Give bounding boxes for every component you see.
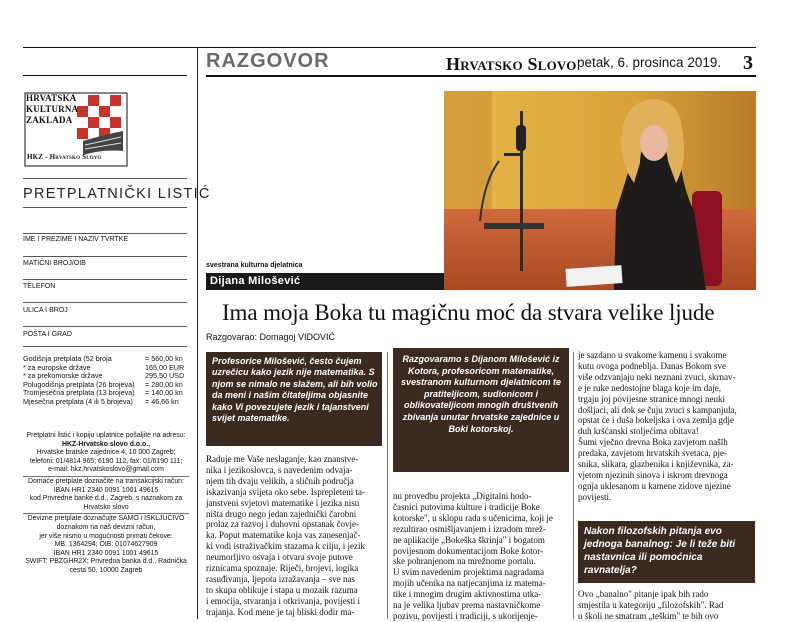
body-line: U svim navedenim projektima nagradama bbox=[393, 567, 544, 578]
body-line: više odzvanjaju neki neznani zvuci, skrnav- bbox=[578, 371, 736, 382]
price-row bbox=[23, 397, 187, 406]
body-line: janstveni svjetovi matematike i jezika nisu bbox=[206, 497, 360, 508]
price-value: 295,50 USD bbox=[145, 371, 185, 381]
body-line: rasuđivanja, ljepota izražavanja – sve nas bbox=[206, 573, 355, 584]
price-row bbox=[23, 380, 187, 389]
body-line: prolaz za razvoj i duhovni opstanak čovje- bbox=[206, 519, 359, 530]
body-line: povijesnom dokumentacijom Boke kotor- bbox=[393, 545, 544, 556]
note-line: e-mail: hkz.hrvatskoslovo@gmail.com bbox=[48, 466, 164, 474]
body-line: ka. Poput matematike koja vas zanesenjač- bbox=[206, 530, 361, 541]
section-label: RAZGOVOR bbox=[206, 50, 330, 72]
body-line: pozivu, povijesti i tradiciji, s ukorijenje- bbox=[393, 610, 538, 621]
logo-line-4: HKZ - Hrvatsko Slovo bbox=[27, 153, 102, 161]
note-line: SWIFT: PBZGHR2X; Privredna banka d.d., Radnička bbox=[25, 558, 187, 566]
note-line: jer više nismo u mogućnosti primati čekove: bbox=[39, 532, 173, 540]
price-label: Polugodišnja pretplata (26 brojeva) bbox=[23, 379, 135, 389]
interview-photo bbox=[444, 91, 756, 290]
body-line: ognja uklesanom u kamene zidove njezine bbox=[578, 480, 731, 491]
lead-text: Razgovaramo s Dijanom Milošević iz Kotora, profesoricom matematike, svestranom kulturnom djelatnicom te pratiteljicom, sudionicom i oblikovateljicom mnogih društvenih zbivanja unutar hrvatske zajednice u Boki kotorskoj. bbox=[400, 354, 562, 434]
question-text-2: Nakon filozofskih pitanja evo jednoga banalnog: Je li teže biti nastavnica ili pomoćnica ravnatelja? bbox=[584, 526, 736, 576]
body-line: ki vodi istraživačkim stazama k cilju, i jezik bbox=[206, 541, 365, 552]
body-column-1 bbox=[206, 454, 382, 618]
issue-date: petak, 6. prosinca 2019. bbox=[577, 55, 722, 70]
body-line: riznicama spoznaje. Riječi, brojevi, logika bbox=[206, 563, 359, 574]
field-name-label: IME I PREZIME I NAZIV TVRTKE bbox=[23, 236, 129, 243]
body-line: snika, slikara, glazbenika i književnika, za- bbox=[578, 459, 734, 470]
body-line: duh kršćanski stoljećima obitava! bbox=[578, 426, 699, 437]
note-line: Domaće pretplate doznačite na transakcijski račun: bbox=[28, 477, 184, 485]
interviewee-name: Dijana Milošević bbox=[210, 275, 301, 287]
logo-line-3: ZAKLADA bbox=[26, 115, 73, 125]
body-line: iskazivanja svijeta oko sebe. Isprepleteni ta- bbox=[206, 486, 365, 497]
price-row bbox=[23, 371, 187, 380]
field-oib-label: MATIČNI BROJ/OIB bbox=[23, 260, 86, 267]
body-line: došljaci, ali dok se čuju zvuci s kampanjula, bbox=[578, 404, 737, 415]
note-line: kod Privredne banke d.d., Zagreb, s naznakom za bbox=[29, 495, 183, 503]
body-line: tike i mnogim drugim aktivnostima utka- bbox=[393, 589, 542, 600]
body-line: kotorske", u sklopu rada s učenicima, koji je bbox=[393, 512, 553, 523]
subscription-title-rule bbox=[23, 207, 187, 208]
header-divider bbox=[197, 47, 198, 619]
body-line: ske pohranjenom na mrežnome portalu. bbox=[393, 556, 536, 567]
lead-box bbox=[393, 348, 569, 472]
column-rule bbox=[573, 352, 574, 619]
body-line: ništa drugo nego jedan zajednički čarobni bbox=[206, 508, 357, 519]
body-line: ne aplikacije „Bokeška škrinja" i bogatom bbox=[393, 534, 545, 545]
question-box bbox=[206, 352, 382, 446]
body-line: neumorljivo osvaja i otvara svoje putove bbox=[206, 552, 353, 563]
body-line: na je velika ljubav prema nastavničkome bbox=[393, 600, 541, 611]
header-bottom-rule bbox=[206, 75, 756, 77]
body-line: nu provedbu projekta „Digitalni hodo- bbox=[393, 491, 532, 501]
note-line: Devizne pretplate doznačujte SAMO i ISKLJUČIVO bbox=[27, 515, 185, 523]
body-line: u školi ne smatram „teškim" te bih ovo bbox=[578, 610, 719, 621]
field-line bbox=[23, 233, 187, 234]
body-line: mojih učenika na natjecanjima iz matema- bbox=[393, 578, 546, 589]
body-line: kutu ovoga podneblja. Danas Bokom sve bbox=[578, 360, 726, 371]
field-line bbox=[23, 346, 187, 347]
price-label: Mjesečna pretplata (4 ili 5 brojeva) bbox=[23, 396, 133, 406]
price-label: * za prekomorske države bbox=[23, 371, 103, 381]
price-row bbox=[23, 388, 187, 397]
body-line: i emocija, stvaranja i otkrivanja, povijesti i bbox=[206, 595, 360, 606]
body-line: e je ruke nedostojne blaga koje im daje, bbox=[578, 382, 721, 393]
body-line: predaka, zavjetom hrvatskih svetaca, pje- bbox=[578, 448, 727, 459]
question-text: Profesorice Milošević, često čujem uzrečicu kako jezik nije matematika. S njom se nimalo ne slažem, ali bih volio da meni i našim čitateljima objasnite kako Vi povezujete jezik i tajanstveni svijet matematike. bbox=[212, 356, 378, 424]
body-line: povijesti. bbox=[578, 491, 612, 502]
field-phone-label: TELEFON bbox=[23, 283, 56, 290]
price-list bbox=[23, 354, 187, 406]
column-rule bbox=[387, 352, 388, 619]
logo-line-2: KULTURNA bbox=[26, 104, 79, 114]
body-line: je sazdano u svakome kamenu i svakome bbox=[578, 350, 727, 360]
field-post-label: POŠTA I GRAD bbox=[23, 331, 72, 338]
price-value: = 560,00 kn bbox=[145, 354, 183, 363]
subscription-title: PRETPLATNIČKI LISTIĆ bbox=[23, 186, 211, 202]
body-line: Ovo „banalno" pitanje ipak bih rado bbox=[578, 589, 709, 599]
header-left-rule bbox=[23, 75, 187, 76]
price-value: = 140,00 kn bbox=[145, 388, 183, 398]
price-label: Godišnja pretplata (52 broja bbox=[23, 354, 112, 363]
price-row bbox=[23, 354, 187, 363]
note-line: HKZ-Hrvatsko slovo d.o.o., bbox=[61, 440, 151, 448]
note-line: Hrvatske bratske zajednice 4, 10 000 Zagreb; bbox=[36, 449, 176, 457]
note-line: doznakom na naš devizni račun, bbox=[56, 523, 156, 531]
body-line: vjetom njezinih sinova i iskrom drevnoga bbox=[578, 469, 728, 480]
body-line: nika i jezikoslovca, s navedenim odvaja- bbox=[206, 464, 353, 475]
logo-line-1: HRVATSKA bbox=[26, 93, 77, 103]
question-box-2 bbox=[578, 521, 755, 583]
note-divider bbox=[23, 476, 189, 477]
body-column-2 bbox=[393, 491, 569, 622]
body-line: trgaju joj povijesne stranice mnogi neuki bbox=[578, 393, 726, 404]
price-row bbox=[23, 363, 187, 372]
body-column-3-answer bbox=[578, 589, 755, 622]
note-line: IBAN HR1 2340 0091 1001 49615 bbox=[53, 549, 159, 557]
hkz-logo bbox=[23, 91, 129, 168]
body-line: Šumi vječno drevna Boka zavjetom našīh bbox=[578, 437, 728, 448]
price-value: = 46,66 kn bbox=[145, 396, 179, 406]
body-line: rezultirao osmišljavanjem i izradom mrež- bbox=[393, 523, 546, 534]
price-value: = 280,00 kn bbox=[145, 379, 183, 389]
headline: Ima moja Boka tu magičnu moć da stvara velike ljude bbox=[222, 300, 715, 325]
note-line: telefoni: 01/4814 965; 6190 112, fax: 01/6190 111; bbox=[29, 457, 183, 465]
payment-notes bbox=[23, 432, 189, 576]
note-line: Hrvatsko slovo bbox=[83, 503, 129, 511]
body-line: smjestila u kategoriju „filozofskih". Rad bbox=[578, 599, 724, 610]
note-line: IBAN HR1 2340 0091 1001 49615 bbox=[53, 486, 159, 494]
body-line: Raduje me Vaše neslaganje, kao znanstve- bbox=[206, 454, 359, 464]
kicker: svestrana kulturna djelatnica bbox=[206, 262, 303, 269]
body-line: časnici putovima kulture i tradicije Boke bbox=[393, 501, 540, 512]
field-line bbox=[23, 256, 187, 257]
byline: Razgovarao: Domagoj VIDOVIĆ bbox=[206, 332, 336, 342]
sidebar-rule bbox=[23, 178, 187, 179]
note-line: MB: 1364294; OIB: 01074627909 bbox=[54, 541, 158, 549]
header-top-rule bbox=[23, 47, 756, 48]
price-label: * za europske države bbox=[23, 362, 91, 372]
photo-illustration bbox=[444, 91, 756, 290]
body-line: trajanja. Kod mene je taj bliski dodir ma- bbox=[206, 606, 355, 617]
masthead: Hrvatsko Slovo bbox=[446, 54, 577, 74]
body-column-3 bbox=[578, 350, 755, 503]
field-line bbox=[23, 302, 187, 303]
field-line bbox=[23, 326, 187, 327]
page-number: 3 bbox=[743, 52, 753, 74]
note-line: cesta 50, 10000 Zagreb bbox=[69, 566, 143, 574]
note-line: Pretplatni listić i kopiju uplatnice pošaljite na adresu: bbox=[26, 432, 186, 439]
price-label: Tromjesečna pretplata (13 brojeva) bbox=[23, 388, 135, 398]
field-line bbox=[23, 279, 187, 280]
price-value: 165,00 EUR bbox=[145, 362, 185, 372]
body-line: opstat će i duša bokeljska i ova zemlja gdje bbox=[578, 415, 734, 426]
field-street-label: ULICA I BROJ bbox=[23, 307, 68, 314]
body-line: njem tih dvaju velikih, a sličnih područja bbox=[206, 475, 354, 486]
body-line: to skupa oblikuje i stapa u mozaik razuma bbox=[206, 584, 358, 595]
